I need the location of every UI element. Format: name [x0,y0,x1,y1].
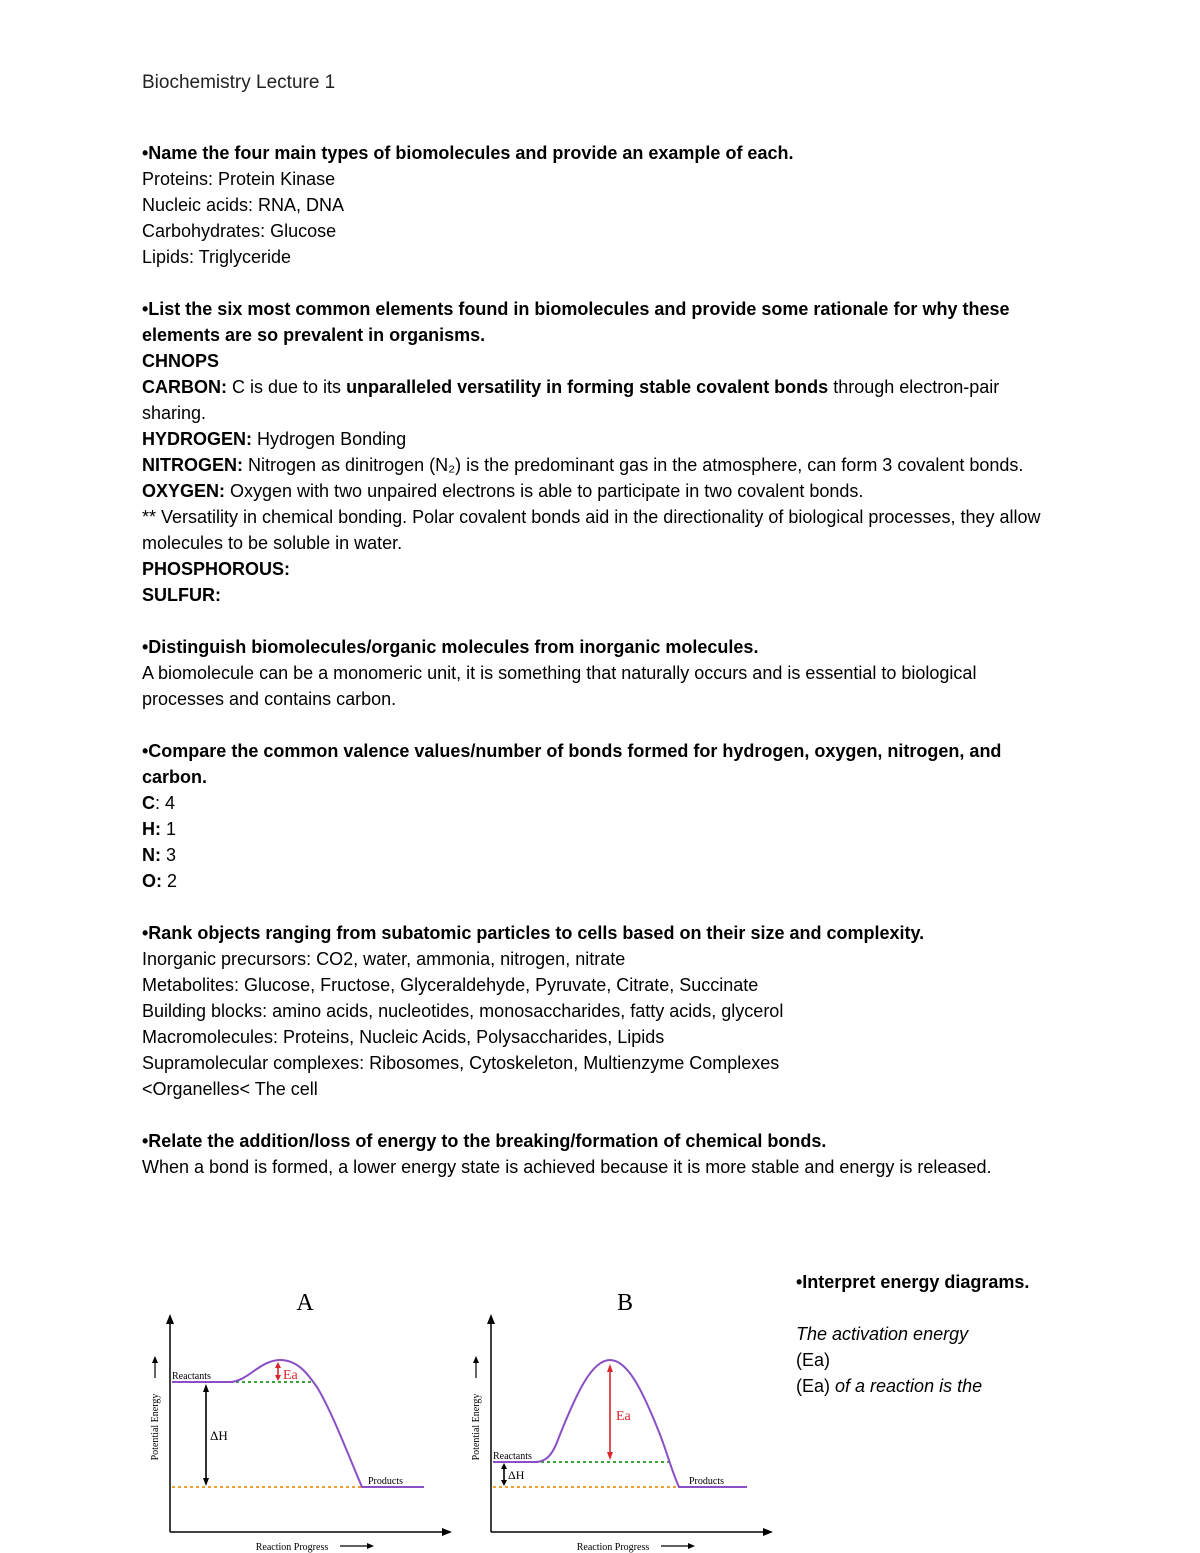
carbon-text-1: C is due to its [227,377,347,397]
answer-line: Lipids: Triglyceride [142,247,292,267]
energy-diagram-b [467,1282,782,1553]
y-axis-label: Potential Energy [471,1393,482,1461]
nitrogen-answer [142,452,1057,478]
carbon-answer [142,374,1057,426]
diagram-a-label: A [296,1290,314,1316]
energy-diagrams-side-text [796,1269,1076,1399]
rank-line: Inorganic precursors: CO2, water, ammonia, nitrogen, nitrate [142,949,626,969]
rank-line: Macromolecules: Proteins, Nucleic Acids, Polysaccharides, Lipids [142,1027,665,1047]
ea-arrow-down [275,1375,281,1381]
valence-oxygen [142,868,1057,894]
y-axis-label: Potential Energy [150,1393,161,1461]
question-valence-values: •Compare the common valence values/number of bonds formed for hydrogen, oxygen, nitrogen, and carbon. [142,741,1002,787]
hydrogen-answer [142,426,1057,452]
answer-text: When a bond is formed, a lower energy state is achieved because it is more stable and energy is released. [142,1157,992,1177]
question-distinguish-molecules: •Distinguish biomolecules/organic molecules from inorganic molecules. [142,637,759,657]
valence-value: 2 [162,871,178,891]
diagram-b-label: B [616,1290,634,1316]
valence-carbon [142,790,1057,816]
question-interpret-diagrams: •Interpret energy diagrams. [796,1272,1030,1292]
reactants-label: Reactants [172,1371,211,1382]
delta-h-arrow-up [501,1463,507,1469]
valence-hydrogen [142,816,1057,842]
chnops-heading: CHNOPS [142,351,220,371]
oxygen-label: OXYGEN: [142,481,226,501]
answer-text: A biomolecule can be a monomeric unit, it is something that naturally occurs and is essential to biological processes and contains carbon. [142,663,977,709]
ea-definition-text: of a reaction is the [830,1376,983,1396]
side-line [796,1321,1076,1347]
delta-h-arrow-down [501,1480,507,1486]
x-axis-arrow [763,1528,773,1536]
valence-nitrogen [142,842,1057,868]
hydrogen-label: HYDROGEN: [142,429,253,449]
activation-energy-text: The activation energy [796,1324,969,1344]
answer-line: Proteins: Protein Kinase [142,169,336,189]
ea-label: Ea [283,1368,298,1383]
ea-arrow-up [275,1362,281,1368]
delta-h-label: ΔH [210,1428,228,1443]
carbon-label: CARBON: [142,377,227,397]
document-body [142,140,1057,1180]
carbon-bold-text: unparalleled versatility in forming stable covalent bonds [346,377,829,397]
x-axis-label: Reaction Progress [255,1542,329,1553]
energy-diagrams [142,1282,782,1553]
x-axis-arrow [442,1528,452,1536]
valence-label: O: [142,871,162,891]
question-common-elements: •List the six most common elements found in biomolecules and provide some rationale for why these elements are so prevalent in organisms. [142,299,1010,345]
oxygen-text: Oxygen with two unpaired electrons is able to participate in two covalent bonds. [225,481,864,501]
products-label: Products [368,1476,403,1487]
ea-text: (Ea) [796,1376,831,1396]
valence-label: C [142,793,155,813]
reactants-label: Reactants [493,1451,532,1462]
energy-diagram-a [142,1282,462,1553]
question-energy-bonds: •Relate the addition/loss of energy to the breaking/formation of chemical bonds. [142,1131,827,1151]
valence-label: N: [142,845,161,865]
rank-line: Supramolecular complexes: Ribosomes, Cytoskeleton, Multienzyme Complexes [142,1053,780,1073]
phosphorous-label: PHOSPHOROUS: [142,559,291,579]
rank-line: <Organelles< The cell [142,1079,318,1099]
oxygen-answer [142,478,1057,504]
y-axis-arrow [166,1314,174,1324]
nitrogen-text: Nitrogen as dinitrogen (N₂) is the predominant gas in the atmosphere, can form 3 covalent bonds. [243,455,1024,475]
x-label-arrowhead [688,1543,695,1549]
sulfur-label: SULFUR: [142,585,221,605]
x-label-arrowhead [367,1543,374,1549]
ea-arrow-down [607,1452,613,1460]
products-label: Products [689,1476,724,1487]
rank-line: Building blocks: amino acids, nucleotides, monosaccharides, fatty acids, glycerol [142,1001,784,1021]
valence-value: 1 [161,819,177,839]
y-label-arrowhead [152,1356,158,1363]
ea-label: Ea [616,1409,631,1424]
delta-h-label: ΔH [508,1468,525,1482]
y-axis-arrow [487,1314,495,1324]
versatility-note: ** Versatility in chemical bonding. Polar covalent bonds aid in the directionality of biological processes, they allow molecules to be soluble in water. [142,507,1041,553]
side-line [796,1373,1076,1399]
rank-line: Metabolites: Glucose, Fructose, Glyceraldehyde, Pyruvate, Citrate, Succinate [142,975,759,995]
page-title: Biochemistry Lecture 1 [142,72,336,93]
valence-value: : 4 [155,793,176,813]
valence-label: H: [142,819,161,839]
question-biomolecule-types: •Name the four main types of biomolecules and provide an example of each. [142,143,794,163]
carbon-text-2: through electron-pair sharing. [142,377,1000,423]
hydrogen-text: Hydrogen Bonding [252,429,407,449]
side-line: (Ea) [796,1350,831,1370]
valence-value: 3 [161,845,177,865]
question-rank-objects: •Rank objects ranging from subatomic particles to cells based on their size and complexity. [142,923,925,943]
nitrogen-label: NITROGEN: [142,455,243,475]
y-label-arrowhead [473,1356,479,1363]
x-axis-label: Reaction Progress [576,1542,650,1553]
ea-arrow-up [607,1364,613,1372]
delta-h-arrow-up [203,1384,209,1392]
delta-h-arrow-down [203,1478,209,1486]
answer-line: Carbohydrates: Glucose [142,221,337,241]
answer-line: Nucleic acids: RNA, DNA [142,195,345,215]
